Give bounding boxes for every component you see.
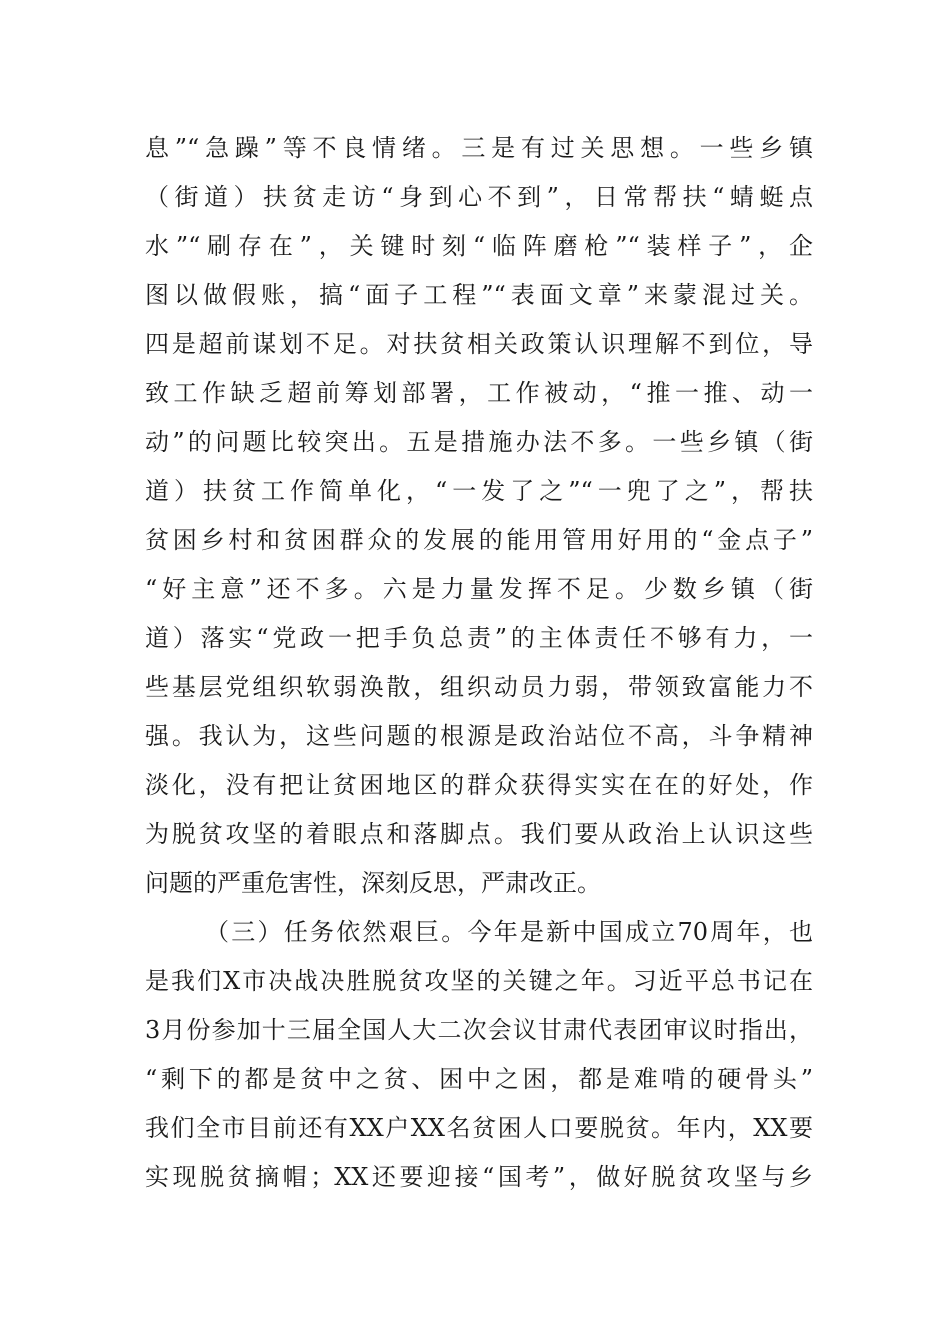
text-line: 3月份参加十三届全国人大二次会议甘肃代表团审议时指出， bbox=[145, 1016, 813, 1044]
text-line: 我们全市目前还有XX户XX名贫困人口要脱贫。年内，XX要 bbox=[145, 1114, 813, 1142]
paragraph-heading-line: （三）任务依然艰巨。今年是新中国成立70周年，也 bbox=[205, 918, 813, 946]
text-line: 淡化，没有把让贫困地区的群众获得实实在在的好处，作 bbox=[145, 771, 813, 799]
text-line: “好主意”还不多。六是力量发挥不足。少数乡镇（街 bbox=[145, 575, 813, 603]
text-line: 道）落实“党政一把手负总责”的主体责任不够有力，一 bbox=[145, 624, 813, 652]
text-line: 实现脱贫摘帽；XX还要迎接“国考”，做好脱贫攻坚与乡 bbox=[145, 1163, 813, 1191]
text-line: 些基层党组织软弱涣散，组织动员力弱，带领致富能力不 bbox=[145, 673, 813, 701]
text-line: 道）扶贫工作简单化，“一发了之”“一兜了之”，帮扶 bbox=[145, 477, 813, 505]
text-line: 四是超前谋划不足。对扶贫相关政策认识理解不到位，导 bbox=[145, 330, 813, 358]
text-line: 贫困乡村和贫困群众的发展的能用管用好用的“金点子” bbox=[145, 526, 813, 554]
text-line: 是我们X市决战决胜脱贫攻坚的关键之年。习近平总书记在 bbox=[145, 967, 813, 995]
text-line: 为脱贫攻坚的着眼点和落脚点。我们要从政治上认识这些 bbox=[145, 820, 813, 848]
text-line: 强。我认为，这些问题的根源是政治站位不高，斗争精神 bbox=[145, 722, 813, 750]
body-text bbox=[145, 124, 813, 1202]
text-line: （街道）扶贫走访“身到心不到”，日常帮扶“蜻蜓点 bbox=[145, 183, 813, 211]
paragraph-end-line: 问题的严重危害性，深刻反思，严肃改正。 bbox=[145, 869, 601, 897]
text-line: 致工作缺乏超前筹划部署，工作被动，“推一推、动一 bbox=[145, 379, 813, 407]
text-line: 息”“急躁”等不良情绪。三是有过关思想。一些乡镇 bbox=[145, 134, 813, 162]
text-line: 水”“刷存在”，关键时刻“临阵磨枪”“装样子”，企 bbox=[145, 232, 813, 260]
text-line: 动”的问题比较突出。五是措施办法不多。一些乡镇（街 bbox=[145, 428, 813, 456]
text-line: 图以做假账，搞“面子工程”“表面文章”来蒙混过关。 bbox=[145, 281, 813, 309]
text-line: “剩下的都是贫中之贫、困中之困，都是难啃的硬骨头” bbox=[145, 1065, 813, 1093]
